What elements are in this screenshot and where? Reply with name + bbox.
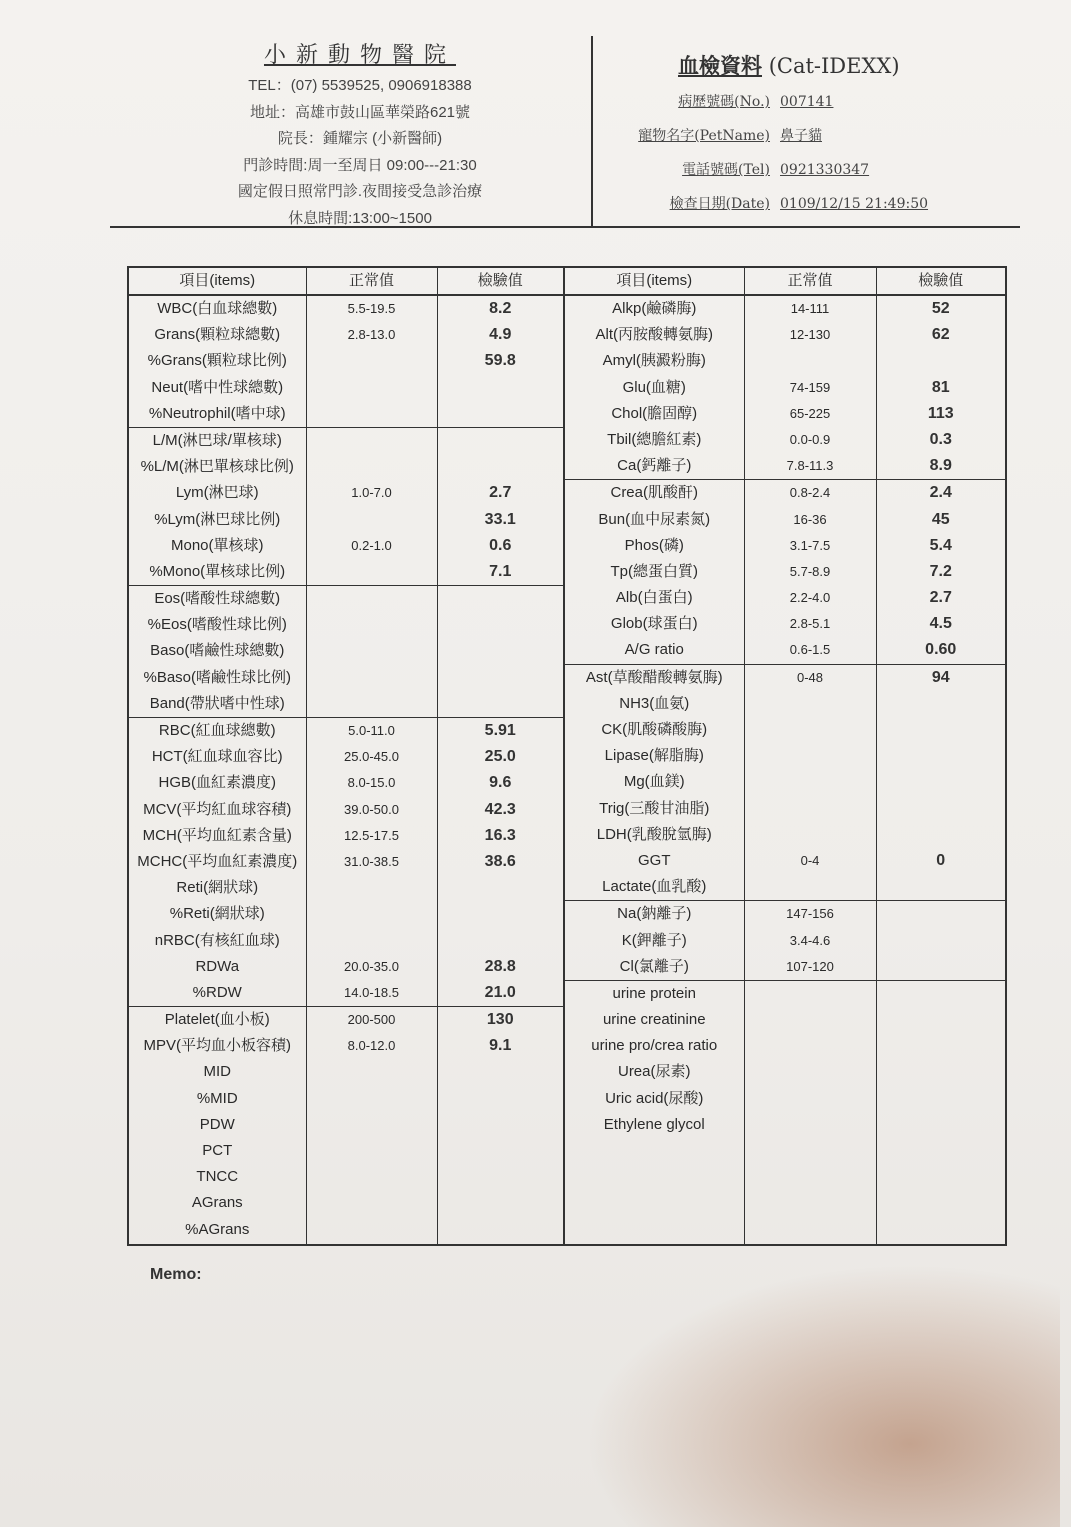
left-range-cell <box>307 691 437 717</box>
left-item-cell: %RDW <box>192 983 242 1001</box>
left-normal-column <box>306 295 437 1245</box>
right-range-cell <box>745 874 876 900</box>
left-item-cell: %Eos(嗜酸性球比例) <box>147 616 287 634</box>
right-value-cell <box>877 900 1006 927</box>
left-item-cell: RBC(紅血球總數) <box>129 717 306 744</box>
clinic-break: 休息時間:13:00~1500 <box>288 209 432 227</box>
left-value-cell: 4.9 <box>489 326 512 344</box>
right-value-cell: 94 <box>877 664 1006 691</box>
right-range-cell <box>745 1033 876 1059</box>
right-range-cell <box>745 822 876 848</box>
right-range-cell: 3.4-4.6 <box>789 932 831 948</box>
right-item-cell: Urea(尿素) <box>617 1063 691 1081</box>
header-item-right: 項目(items) <box>564 267 744 295</box>
left-item-cell: Lym(淋巴球) <box>175 484 259 502</box>
right-value-cell: 113 <box>927 404 954 422</box>
left-item-cell: RDWa <box>195 957 240 975</box>
left-range-cell <box>307 1217 437 1243</box>
right-value-cell: 81 <box>931 378 950 396</box>
left-value-cell: 25.0 <box>484 748 516 766</box>
left-items-column <box>128 295 306 1245</box>
left-value-cell <box>438 901 564 927</box>
left-value-cell <box>438 427 564 454</box>
left-item-cell: WBC(白血球總數) <box>157 300 278 317</box>
left-item-cell: Baso(嗜鹼性球總數) <box>150 642 285 660</box>
right-value-cell: 0 <box>936 851 946 869</box>
right-range-cell <box>745 348 876 374</box>
right-range-cell <box>745 980 876 1007</box>
left-value-cell <box>438 1086 564 1112</box>
left-value-cell: 42.3 <box>484 800 516 818</box>
left-item-cell: Neut(嗜中性球總數) <box>151 378 284 396</box>
left-item-cell: AGrans <box>191 1194 243 1212</box>
left-item-cell: HGB(血紅素濃度) <box>158 774 276 792</box>
left-value-cell <box>438 691 564 717</box>
left-range-cell <box>307 665 437 691</box>
left-value-cell: 9.1 <box>489 1037 512 1055</box>
right-range-cell: 147-156 <box>745 900 876 927</box>
right-item-cell: Amyl(胰澱粉脢) <box>602 352 706 370</box>
left-range-cell: 1.0-7.0 <box>351 485 392 501</box>
header-item-left: 項目(items) <box>128 267 306 295</box>
report-title <box>678 50 900 80</box>
right-item-cell: Tbil(總膽紅素) <box>607 430 702 448</box>
right-range-cell: 12-130 <box>789 327 831 343</box>
header-result-left: 檢驗值 <box>437 267 564 295</box>
header-normal-right: 正常值 <box>744 267 876 295</box>
left-item-cell: %AGrans <box>185 1220 250 1238</box>
right-range-cell: 7.8-11.3 <box>786 458 834 474</box>
right-range-cell <box>745 691 876 717</box>
left-item-cell: Reti(網狀球) <box>176 879 259 897</box>
date-value: 0109/12/15 21:49:50 <box>780 196 929 212</box>
left-result-column <box>437 295 564 1245</box>
left-range-cell: 0.2-1.0 <box>351 537 392 553</box>
right-item-cell: Cl(氯離子) <box>619 957 689 975</box>
right-item-cell: urine protein <box>565 980 744 1007</box>
right-range-cell <box>745 796 876 822</box>
left-value-cell: 7.1 <box>489 562 512 580</box>
pet-name-value: 鼻子貓 <box>780 128 822 144</box>
right-range-cell: 107-120 <box>786 958 834 974</box>
right-value-cell: 7.2 <box>929 562 952 580</box>
left-range-cell <box>307 454 437 480</box>
right-value-cell <box>877 980 1006 1007</box>
record-no-row <box>600 91 1020 111</box>
right-value-cell: 2.7 <box>929 589 952 607</box>
left-range-cell <box>307 1112 437 1138</box>
right-item-cell: A/G ratio <box>624 641 684 659</box>
left-item-cell: PDW <box>199 1115 235 1133</box>
right-item-cell: Glu(血糖) <box>622 378 686 396</box>
left-value-cell <box>438 665 564 691</box>
left-range-cell <box>307 928 437 954</box>
tel-label: 電話號碼(Tel) <box>682 162 770 178</box>
left-range-cell: 2.8-13.0 <box>347 327 396 343</box>
left-range-cell <box>307 901 437 927</box>
left-range-cell: 14.0-18.5 <box>344 984 399 1000</box>
left-value-cell: 130 <box>438 1006 564 1033</box>
left-range-cell: 5.5-19.5 <box>347 301 396 316</box>
right-item-cell: Lipase(解脂脢) <box>604 747 704 765</box>
left-value-cell <box>438 454 564 480</box>
right-value-cell <box>877 796 1006 822</box>
right-range-cell: 2.8-5.1 <box>789 616 831 632</box>
clinic-tel: TEL：(07) 5539525, 0906918388 <box>248 77 472 94</box>
right-result-column <box>876 295 1006 1245</box>
left-item-cell: HCT(紅血球血容比) <box>151 748 283 766</box>
right-range-cell: 5.7-8.9 <box>789 563 831 579</box>
left-value-cell: 21.0 <box>484 983 516 1001</box>
right-item-cell: Na(鈉離子) <box>565 900 744 927</box>
right-item-cell: K(鉀離子) <box>621 931 687 949</box>
left-item-cell: Band(帶狀嗜中性球) <box>149 694 285 712</box>
left-value-cell <box>438 585 564 612</box>
right-item-cell: NH3(血氨) <box>619 694 690 712</box>
left-value-cell <box>438 638 564 664</box>
right-item-cell: Tp(總蛋白質) <box>610 562 698 580</box>
left-item-cell: L/M(淋巴球/單核球) <box>129 427 306 454</box>
left-value-cell: 38.6 <box>484 852 516 870</box>
left-item-cell: Eos(嗜酸性球總數) <box>129 585 306 612</box>
left-range-cell: 39.0-50.0 <box>344 801 399 817</box>
right-value-cell <box>877 1086 1006 1112</box>
right-item-cell: Phos(磷) <box>624 536 684 554</box>
left-range-cell <box>307 427 437 454</box>
left-value-cell <box>438 1059 564 1085</box>
right-value-cell: 52 <box>931 300 950 317</box>
right-range-cell <box>745 1059 876 1085</box>
left-range-cell <box>307 875 437 901</box>
results-table <box>127 266 1007 1246</box>
right-value-cell: 4.5 <box>929 615 952 633</box>
left-item-cell: MID <box>203 1063 231 1081</box>
left-value-cell: 5.91 <box>438 717 564 744</box>
date-row <box>600 193 1020 213</box>
right-item-cell: Alkp(鹼磷脢) <box>612 300 697 317</box>
right-value-cell <box>877 822 1006 848</box>
left-range-cell: 8.0-15.0 <box>347 775 396 791</box>
right-item-cell: Alb(白蛋白) <box>615 589 693 607</box>
right-value-cell <box>877 1033 1006 1059</box>
clinic-holiday: 國定假日照常門診.夜間接受急診治療 <box>237 183 483 200</box>
right-value-cell <box>877 874 1006 900</box>
right-item-cell: Mg(血鎂) <box>623 773 685 791</box>
clinic-address: 地址：高雄市鼓山區華榮路621號 <box>249 103 471 121</box>
date-label: 檢查日期(Date) <box>669 196 770 212</box>
left-range-cell: 8.0-12.0 <box>347 1038 396 1054</box>
right-item-cell: Alt(丙胺酸轉氨脢) <box>595 326 713 344</box>
left-item-cell: %MID <box>196 1089 238 1107</box>
tel-value: 0921330347 <box>780 162 870 178</box>
right-range-cell: 3.1-7.5 <box>789 537 831 553</box>
right-item-cell: Bun(血中尿素氮) <box>598 510 711 528</box>
right-range-cell <box>745 743 876 769</box>
right-value-cell <box>877 954 1006 980</box>
left-item-cell: %Mono(單核球比例) <box>149 562 286 580</box>
right-item-cell: Ast(草酸醋酸轉氨脢) <box>565 664 744 691</box>
right-item-cell: LDH(乳酸脫氫脢) <box>596 825 712 843</box>
right-value-cell: 0.3 <box>929 430 952 448</box>
left-item-cell: Mono(單核球) <box>170 536 264 554</box>
right-value-cell: 5.4 <box>929 536 952 554</box>
record-no-value: 007141 <box>780 94 834 110</box>
right-item-cell: CK(肌酸磷酸脢) <box>601 721 708 738</box>
right-value-cell <box>877 1007 1006 1033</box>
right-value-cell <box>877 348 1006 374</box>
memo-label: Memo: <box>150 1266 202 1283</box>
left-range-cell <box>307 1164 437 1190</box>
left-item-cell: MCH(平均血紅素含量) <box>142 826 292 844</box>
left-item-cell: %Grans(顆粒球比例) <box>147 352 287 370</box>
left-value-cell: 59.8 <box>484 352 516 370</box>
clinic-director: 院長：鍾耀宗 (小新醫師) <box>277 130 443 147</box>
left-item-cell: MPV(平均血小板容積) <box>143 1037 291 1055</box>
left-range-cell <box>307 638 437 664</box>
left-item-cell: MCHC(平均血紅素濃度) <box>137 852 298 870</box>
right-range-cell: 0-4 <box>800 852 820 868</box>
clinic-header <box>150 38 570 232</box>
right-range-cell: 16-36 <box>793 511 827 527</box>
left-item-cell: PCT <box>202 1142 233 1159</box>
right-range-cell <box>745 717 876 743</box>
left-range-cell: 12.5-17.5 <box>344 827 399 843</box>
left-range-cell <box>307 1059 437 1085</box>
left-range-cell <box>307 348 437 374</box>
left-value-cell: 16.3 <box>484 826 516 844</box>
header-normal-left: 正常值 <box>306 267 437 295</box>
right-item-cell: Trig(三酸甘油脂) <box>599 799 710 817</box>
header-divider-horizontal <box>110 226 1020 228</box>
right-range-cell <box>745 1007 876 1033</box>
left-value-cell: 28.8 <box>484 957 516 975</box>
left-range-cell <box>307 559 437 585</box>
left-range-cell: 25.0-45.0 <box>344 749 399 765</box>
left-item-cell: %L/M(淋巴單核球比例) <box>140 458 294 476</box>
left-item-cell: MCV(平均紅血球容積) <box>143 800 292 818</box>
right-value-cell: 8.9 <box>929 457 952 475</box>
left-range-cell <box>307 1190 437 1216</box>
right-item-cell: Glob(球蛋白) <box>610 615 698 633</box>
left-range-cell <box>307 585 437 612</box>
header-divider-vertical <box>591 36 593 228</box>
right-item-cell: urine creatinine <box>602 1011 706 1029</box>
record-no-label: 病歷號碼(No.) <box>678 94 770 110</box>
right-value-cell <box>877 717 1006 743</box>
right-value-cell: 0.60 <box>925 641 957 659</box>
left-item-cell: %Reti(網狀球) <box>169 905 265 923</box>
tel-row <box>600 159 1020 179</box>
left-value-cell: 8.2 <box>489 300 512 317</box>
left-value-cell: 2.7 <box>489 484 512 502</box>
right-item-cell: Crea(肌酸酐) <box>565 479 744 506</box>
left-value-cell <box>438 1138 564 1164</box>
left-range-cell: 200-500 <box>307 1006 437 1033</box>
left-item-cell: %Lym(淋巴球比例) <box>154 510 281 528</box>
right-item-cell: Chol(膽固醇) <box>611 404 698 422</box>
left-item-cell: %Baso(嗜鹼性球比例) <box>143 668 292 686</box>
left-range-cell <box>307 612 437 638</box>
left-range-cell <box>307 1138 437 1164</box>
left-value-cell <box>438 401 564 427</box>
right-range-cell: 0.0-0.9 <box>789 431 831 447</box>
right-range-cell: 0.6-1.5 <box>789 642 831 658</box>
right-value-cell: 45 <box>931 510 950 528</box>
left-range-cell <box>307 375 437 401</box>
shadow <box>560 1250 1060 1527</box>
right-value-cell <box>877 928 1006 954</box>
right-value-cell <box>877 1059 1006 1085</box>
right-range-cell: 74-159 <box>789 379 831 395</box>
right-range-cell: 0.8-2.4 <box>745 479 876 506</box>
right-item-cell: GGT <box>638 851 671 869</box>
right-item-cell: urine pro/crea ratio <box>591 1037 718 1055</box>
right-range-cell <box>745 1086 876 1112</box>
right-value-cell <box>877 691 1006 717</box>
left-value-cell <box>438 612 564 638</box>
left-item-cell: TNCC <box>196 1168 239 1186</box>
right-range-cell <box>745 1112 876 1138</box>
right-item-cell: Lactate(血乳酸) <box>602 878 707 896</box>
left-value-cell: 9.6 <box>489 774 512 792</box>
right-value-cell: 62 <box>931 326 950 344</box>
left-item-cell: nRBC(有核紅血球) <box>154 931 280 949</box>
pet-name-row <box>600 125 1020 145</box>
left-range-cell: 5.0-11.0 <box>307 717 437 744</box>
right-item-cell: Ethylene glycol <box>603 1115 705 1133</box>
clinic-hours: 門診時間:周一至周日 09:00---21:30 <box>243 156 477 174</box>
right-item-cell: Uric acid(尿酸) <box>605 1089 704 1107</box>
left-value-cell <box>438 1217 564 1243</box>
header-result-right: 檢驗值 <box>876 267 1006 295</box>
left-value-cell <box>438 1190 564 1216</box>
right-range-cell: 14-111 <box>790 301 830 316</box>
right-range-cell: 2.2-4.0 <box>789 590 831 606</box>
report-title-main: 血檢資料 <box>678 53 762 78</box>
right-range-cell: 65-225 <box>789 405 831 421</box>
report-device: (Cat-IDEXX) <box>768 54 900 78</box>
right-range-cell <box>745 769 876 795</box>
right-value-cell <box>877 1112 1006 1138</box>
left-value-cell: 0.6 <box>489 536 512 554</box>
left-item-cell: %Neutrophil(嗜中球) <box>148 404 286 422</box>
right-item-cell: Ca(鈣離子) <box>617 457 692 475</box>
left-value-cell <box>438 375 564 401</box>
left-value-cell: 33.1 <box>484 510 516 528</box>
left-value-cell <box>438 1112 564 1138</box>
left-range-cell: 31.0-38.5 <box>344 853 399 869</box>
left-value-cell <box>438 875 564 901</box>
left-range-cell <box>307 507 437 533</box>
left-range-cell <box>307 401 437 427</box>
right-value-cell: 2.4 <box>877 479 1006 506</box>
pet-name-label: 寵物名字(PetName) <box>638 128 770 144</box>
left-value-cell <box>438 928 564 954</box>
left-range-cell <box>307 1086 437 1112</box>
left-item-cell: Grans(顆粒球總數) <box>154 326 281 344</box>
right-items-column <box>564 295 744 1245</box>
right-value-cell <box>877 743 1006 769</box>
right-value-cell <box>877 769 1006 795</box>
right-range-cell: 0-48 <box>745 664 876 691</box>
right-normal-column <box>744 295 876 1245</box>
left-range-cell: 20.0-35.0 <box>344 958 399 974</box>
clinic-name: 小新動物醫院 <box>263 43 456 68</box>
left-value-cell <box>438 1164 564 1190</box>
left-item-cell: Platelet(血小板) <box>129 1006 306 1033</box>
